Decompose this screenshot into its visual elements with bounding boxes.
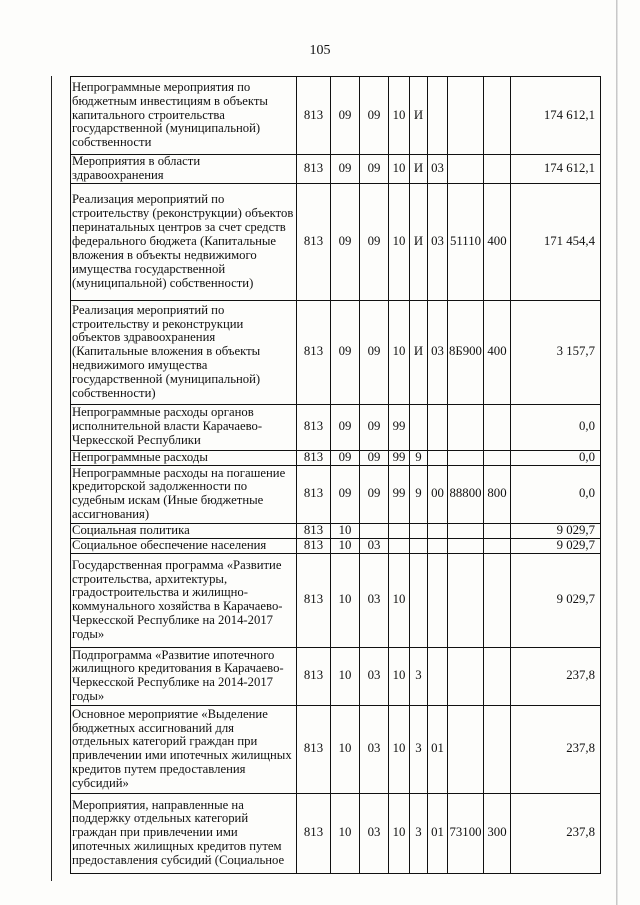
ministry-code: 813 [297, 647, 331, 705]
amount: 237,8 [511, 705, 601, 793]
expense-type-code [484, 450, 511, 465]
amount: 9 029,7 [511, 538, 601, 553]
direction-code [448, 523, 484, 538]
direction-code [448, 450, 484, 465]
table-row [71, 553, 601, 647]
subsection-code: 09 [360, 300, 389, 404]
subsection-code: 03 [360, 647, 389, 705]
program-code: 10 [389, 793, 410, 873]
subprogram-code: 3 [410, 705, 428, 793]
event-code: 03 [428, 183, 448, 300]
subprogram-code [410, 553, 428, 647]
subsection-code: 03 [360, 793, 389, 873]
scan-edge [616, 0, 618, 905]
program-code: 99 [389, 450, 410, 465]
event-code [428, 647, 448, 705]
page-number: 105 [309, 43, 331, 58]
subprogram-code: 3 [410, 793, 428, 873]
row-name: Социальное обеспечение населения [71, 538, 297, 553]
subprogram-code: И [410, 155, 428, 184]
direction-code [448, 647, 484, 705]
expense-type-code: 400 [484, 300, 511, 404]
event-code: 03 [428, 300, 448, 404]
subsection-code [360, 523, 389, 538]
expense-type-code [484, 705, 511, 793]
expense-type-code: 300 [484, 793, 511, 873]
ministry-code: 813 [297, 450, 331, 465]
row-name: Реализация мероприятий по строительству (реконструкции) объектов перинатальных центров за счет средств федерального бюджета (Капитальные вложения в объекты недвижимого имущества государственной (муниципальной) собственности) [71, 183, 297, 300]
row-name: Мероприятия в области здравоохранения [71, 155, 297, 184]
ministry-code: 813 [297, 538, 331, 553]
subsection-code: 09 [360, 183, 389, 300]
program-code: 10 [389, 183, 410, 300]
program-code: 10 [389, 647, 410, 705]
row-name: Непрограммные расходы на погашение кредиторской задолженности по судебным искам (Иные бюджетные ассигнования) [71, 465, 297, 523]
subprogram-code: 3 [410, 647, 428, 705]
ministry-code: 813 [297, 404, 331, 450]
amount: 174 612,1 [511, 155, 601, 184]
event-code [428, 553, 448, 647]
event-code [428, 450, 448, 465]
expense-type-code [484, 647, 511, 705]
event-code [428, 538, 448, 553]
direction-code [448, 553, 484, 647]
row-name: Непрограммные расходы [71, 450, 297, 465]
ministry-code: 813 [297, 77, 331, 155]
subprogram-code: 9 [410, 465, 428, 523]
event-code: 03 [428, 155, 448, 184]
table-row [71, 404, 601, 450]
direction-code [448, 155, 484, 184]
expense-type-code [484, 523, 511, 538]
ministry-code: 813 [297, 155, 331, 184]
section-code: 10 [331, 647, 360, 705]
ministry-code: 813 [297, 465, 331, 523]
direction-code: 73100 [448, 793, 484, 873]
amount: 9 029,7 [511, 553, 601, 647]
table-row [71, 450, 601, 465]
section-code: 09 [331, 465, 360, 523]
amount: 3 157,7 [511, 300, 601, 404]
row-name: Непрограммные расходы органов исполнительной власти Карачаево-Черкесской Республики [71, 404, 297, 450]
subsection-code: 09 [360, 450, 389, 465]
row-name: Подпрограмма «Развитие ипотечного жилищного кредитования в Карачаево-Черкесской Республике на 2014-2017 годы» [71, 647, 297, 705]
direction-code [448, 404, 484, 450]
table-row [71, 705, 601, 793]
section-code: 09 [331, 183, 360, 300]
table-row [71, 793, 601, 873]
subprogram-code: И [410, 183, 428, 300]
table-row [71, 523, 601, 538]
program-code: 10 [389, 77, 410, 155]
expense-type-code [484, 404, 511, 450]
table-row [71, 155, 601, 184]
section-code: 09 [331, 77, 360, 155]
amount: 237,8 [511, 793, 601, 873]
row-name: Социальная политика [71, 523, 297, 538]
program-code [389, 523, 410, 538]
amount: 0,0 [511, 450, 601, 465]
section-code: 09 [331, 155, 360, 184]
subprogram-code: И [410, 300, 428, 404]
section-code: 09 [331, 300, 360, 404]
table-body [71, 77, 601, 874]
ministry-code: 813 [297, 705, 331, 793]
program-code: 10 [389, 155, 410, 184]
amount: 174 612,1 [511, 77, 601, 155]
table-row [71, 77, 601, 155]
row-name: Основное мероприятие «Выделение бюджетных ассигнований для отдельных категорий граждан при привлечении ими ипотечных жилищных кредитов путем предоставления субсидий» [71, 705, 297, 793]
event-code: 01 [428, 793, 448, 873]
expense-type-code [484, 538, 511, 553]
direction-code: 51110 [448, 183, 484, 300]
row-name: Мероприятия, направленные на поддержку отдельных категорий граждан при привлечении ими ипотечных жилищных кредитов путем предоставления субсидий (Социальное [71, 793, 297, 873]
event-code: 00 [428, 465, 448, 523]
table-row [71, 300, 601, 404]
subsection-code: 09 [360, 155, 389, 184]
expense-type-code [484, 553, 511, 647]
expense-type-code: 800 [484, 465, 511, 523]
event-code [428, 404, 448, 450]
table-row [71, 538, 601, 553]
budget-table [70, 76, 601, 874]
subprogram-code: 9 [410, 450, 428, 465]
expense-type-code: 400 [484, 183, 511, 300]
direction-code: 88800 [448, 465, 484, 523]
row-name: Непрограммные мероприятия по бюджетным инвестициям в объекты капитального строительства государственной (муниципальной) собственности [71, 77, 297, 155]
direction-code: 8Б900 [448, 300, 484, 404]
section-code: 10 [331, 538, 360, 553]
expense-type-code [484, 155, 511, 184]
amount: 171 454,4 [511, 183, 601, 300]
ministry-code: 813 [297, 793, 331, 873]
subprogram-code [410, 538, 428, 553]
subprogram-code: И [410, 77, 428, 155]
subsection-code: 03 [360, 553, 389, 647]
ministry-code: 813 [297, 300, 331, 404]
ministry-code: 813 [297, 523, 331, 538]
program-code: 10 [389, 300, 410, 404]
program-code [389, 538, 410, 553]
ministry-code: 813 [297, 553, 331, 647]
section-code: 10 [331, 553, 360, 647]
direction-code [448, 77, 484, 155]
amount: 0,0 [511, 465, 601, 523]
margin-rule [51, 76, 52, 881]
program-code: 10 [389, 553, 410, 647]
subsection-code: 03 [360, 538, 389, 553]
event-code [428, 77, 448, 155]
table-row [71, 465, 601, 523]
program-code: 99 [389, 404, 410, 450]
table-row [71, 647, 601, 705]
section-code: 09 [331, 450, 360, 465]
expense-type-code [484, 77, 511, 155]
program-code: 99 [389, 465, 410, 523]
section-code: 10 [331, 523, 360, 538]
subprogram-code [410, 523, 428, 538]
ministry-code: 813 [297, 183, 331, 300]
section-code: 10 [331, 793, 360, 873]
subsection-code: 09 [360, 465, 389, 523]
direction-code [448, 538, 484, 553]
event-code [428, 523, 448, 538]
section-code: 10 [331, 705, 360, 793]
section-code: 09 [331, 404, 360, 450]
direction-code [448, 705, 484, 793]
subsection-code: 09 [360, 77, 389, 155]
subsection-code: 03 [360, 705, 389, 793]
amount: 9 029,7 [511, 523, 601, 538]
row-name: Государственная программа «Развитие строительства, архитектуры, градостроительства и жилищно-коммунального хозяйства в Карачаево-Черкесской Республике на 2014-2017 годы» [71, 553, 297, 647]
subprogram-code [410, 404, 428, 450]
program-code: 10 [389, 705, 410, 793]
subsection-code: 09 [360, 404, 389, 450]
table-row [71, 183, 601, 300]
event-code: 01 [428, 705, 448, 793]
row-name: Реализация мероприятий по строительству и реконструкции объектов здравоохранения (Капитальные вложения в объекты недвижимого имущества государственной (муниципальной) собственности) [71, 300, 297, 404]
amount: 237,8 [511, 647, 601, 705]
amount: 0,0 [511, 404, 601, 450]
